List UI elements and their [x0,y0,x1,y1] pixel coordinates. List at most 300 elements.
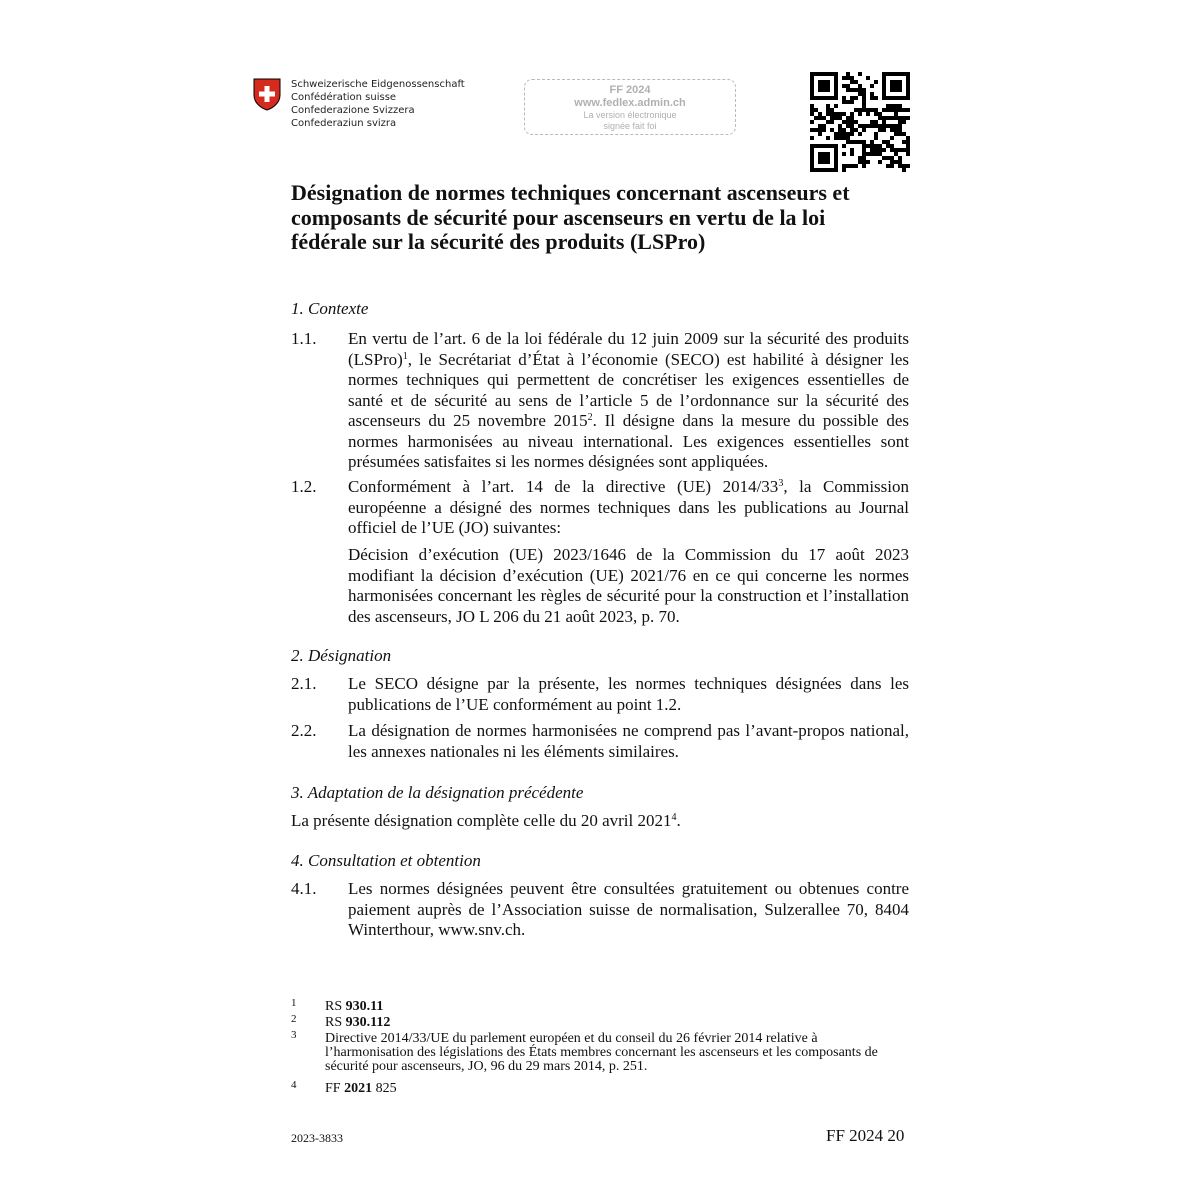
qr-module [810,112,814,116]
qr-module [866,160,870,164]
qr-module [810,144,814,148]
qr-module [882,76,886,80]
qr-module [814,108,818,112]
qr-module [810,108,814,112]
qr-module [854,88,858,92]
qr-module [846,100,850,104]
paragraph-number: 2.2. [291,721,317,740]
paragraph-text: . [676,811,681,830]
paragraph-text: . Il désigne dans la mesure du possible des normes harmonisées au niveau international. Les exigences essentielles sont présumées satisfaites si les normes désignées sont appliquées. [348,411,909,471]
qr-module [886,96,890,100]
qr-module [846,164,850,168]
qr-module [862,100,866,104]
qr-module [814,128,818,132]
qr-module [882,120,886,124]
qr-module [834,80,838,84]
qr-module [842,120,846,124]
paragraph-text: Conformément à l’art. 14 de la directive (UE) 2014/33 [348,477,779,496]
qr-module [862,124,866,128]
footnote-2 [325,1016,895,1030]
swiss-coat-of-arms-icon [253,78,281,111]
qr-module [850,120,854,124]
footnote-ref-3[interactable]: 3 [778,478,784,489]
paragraph-number: 1.2. [291,477,317,496]
qr-module [834,136,838,140]
qr-module [874,120,878,124]
qr-module [830,112,834,116]
qr-module [878,148,882,152]
qr-module [822,80,826,84]
footnote-text: RS [325,999,346,1014]
qr-module [818,84,822,88]
qr-module [890,136,894,140]
qr-module [902,164,906,168]
qr-module [890,108,894,112]
qr-module [810,120,814,124]
footnote-ref-number[interactable]: 930.11 [345,999,384,1014]
qr-module [842,100,846,104]
qr-module [870,124,874,128]
qr-module [898,132,902,136]
qr-module [810,84,814,88]
paragraph-number: 1.1. [291,329,317,348]
qr-module [858,88,862,92]
qr-module [862,164,866,168]
qr-module [898,80,902,84]
qr-module [826,160,830,164]
qr-module [842,164,846,168]
qr-module [890,88,894,92]
qr-module [834,104,838,108]
qr-module [858,72,862,76]
qr-module [834,72,838,76]
qr-module [838,128,842,132]
footnote-number: 4 [291,1079,297,1091]
qr-module [826,168,830,172]
paragraph-1-2 [348,477,909,539]
qr-module [874,152,878,156]
qr-module [814,144,818,148]
footnote-ref-number[interactable]: 930.112 [345,1015,391,1030]
qr-module [822,152,826,156]
qr-module [838,136,842,140]
qr-module [858,92,862,96]
footnote-text: Directive 2014/33/UE du parlement européen et du conseil du 26 février 2014 relative à l’harmonisation des législations des États membres concernant les ascenseurs et les composants de sécurité pour ascenseurs, JO, 96 du 29 mars 2014, p. 251. [325,1031,878,1074]
qr-module [822,116,826,120]
qr-module [898,88,902,92]
qr-module [814,168,818,172]
stamp-note-1: La version électronique [583,110,677,120]
qr-module [890,72,894,76]
paragraph-text: , la Commission européenne a désigné des normes techniques dans les publications au Journal officiel de l’UE (JO) suivantes: [348,477,909,537]
qr-module [862,140,866,144]
qr-module [846,140,850,144]
qr-module [902,108,906,112]
decision-citation: Décision d’exécution (UE) 2023/1646 de la Commission du 17 août 2023 modifiant la décision d’exécution (UE) 2021/76 en ce qui concerne les normes harmonisées concernant les règles de sécurité pour la construction et l’installation des ascenseurs, JO L 206 du 21 août 2023, p. 70. [348,545,909,626]
qr-module [890,148,894,152]
qr-module [862,104,866,108]
qr-module [874,96,878,100]
qr-module [878,112,882,116]
qr-module [842,136,846,140]
paragraph-number: 4.1. [291,879,317,898]
qr-module [882,96,886,100]
qr-code-icon [810,72,910,172]
qr-module [818,72,822,76]
qr-module [906,76,910,80]
qr-module [842,152,846,156]
qr-module [838,132,842,136]
qr-module [874,148,878,152]
qr-module [898,120,902,124]
qr-module [858,108,862,112]
qr-module [894,112,898,116]
qr-module [834,164,838,168]
qr-module [898,160,902,164]
qr-module [850,100,854,104]
qr-module [834,132,838,136]
qr-module [846,136,850,140]
qr-module [854,164,858,168]
qr-module [826,84,830,88]
qr-module [902,120,906,124]
qr-module [842,144,846,148]
qr-module [834,148,838,152]
qr-module [818,144,822,148]
confederation-name-it: Confederazione Svizzera [291,105,415,116]
qr-module [854,128,858,132]
qr-module [890,104,894,108]
qr-module [898,84,902,88]
qr-module [854,140,858,144]
qr-module [842,168,846,172]
qr-module [818,116,822,120]
qr-module [906,88,910,92]
qr-module [830,168,834,172]
qr-module [890,160,894,164]
paragraph-2-1: Le SECO désigne par la présente, les normes techniques désignées dans les publications de l’UE conformément au point 1.2. [348,674,909,714]
qr-module [882,72,886,76]
footnote-text: RS [325,1015,346,1030]
qr-module [866,108,870,112]
qr-module [890,96,894,100]
qr-module [826,96,830,100]
qr-module [822,168,826,172]
qr-module [838,116,842,120]
qr-module [826,72,830,76]
qr-module [898,148,902,152]
qr-module [818,152,822,156]
qr-module [906,152,910,156]
qr-module [810,76,814,80]
qr-module [882,84,886,88]
qr-module [862,88,866,92]
footnote-text: 825 [372,1081,397,1096]
footnote-ref-1[interactable]: 1 [402,350,408,362]
footnote-number: 1 [291,997,297,1009]
qr-module [870,108,874,112]
qr-module [906,84,910,88]
section-heading-3: 3. Adaptation de la désignation précédente [291,783,584,802]
qr-module [890,164,894,168]
qr-module [898,124,902,128]
qr-module [858,132,862,136]
qr-module [862,148,866,152]
qr-module [870,92,874,96]
qr-module [878,116,882,120]
qr-module [906,116,910,120]
qr-module [834,96,838,100]
paragraph-2-2: La désignation de normes harmonisées ne comprend pas l’avant-propos national, les annexes nationales ni les éléments similaires. [348,721,909,761]
qr-module [822,124,826,128]
qr-module [810,168,814,172]
qr-module [846,116,850,120]
qr-module [870,120,874,124]
footnote-ref-4[interactable]: 4 [671,812,677,823]
stamp-note-2: signée fait foi [603,121,657,131]
qr-module [810,104,814,108]
qr-module [850,96,854,100]
footnote-4 [325,1082,895,1096]
qr-module [906,164,910,168]
qr-module [842,84,846,88]
qr-module [842,96,846,100]
qr-module [826,88,830,92]
qr-module [878,128,882,132]
qr-module [818,96,822,100]
paragraph-text: La présente désignation complète celle du 20 avril 2021 [291,811,672,830]
qr-module [810,72,814,76]
section-heading-4: 4. Consultation et obtention [291,851,481,870]
qr-module [826,144,830,148]
qr-module [838,112,842,116]
qr-module [846,124,850,128]
qr-module [874,124,878,128]
qr-module [830,96,834,100]
qr-module [902,96,906,100]
qr-module [882,148,886,152]
qr-module [898,164,902,168]
qr-module [838,124,842,128]
qr-module [814,116,818,120]
qr-module [814,96,818,100]
qr-module [822,144,826,148]
footnote-ref-number[interactable]: 2021 [344,1081,373,1096]
paragraph-number: 2.1. [291,674,317,693]
qr-module [906,108,910,112]
qr-module [822,84,826,88]
qr-module [842,128,846,132]
qr-module [870,140,874,144]
qr-module [874,108,878,112]
qr-module [822,156,826,160]
qr-module [822,72,826,76]
qr-module [882,140,886,144]
qr-module [906,80,910,84]
qr-module [826,104,830,108]
qr-module [898,108,902,112]
qr-module [846,132,850,136]
qr-module [830,116,834,120]
qr-module [906,148,910,152]
qr-module [826,112,830,116]
qr-module [822,128,826,132]
footnote-1 [325,1000,895,1014]
qr-module [810,92,814,96]
qr-module [858,112,862,116]
footnote-3 [325,1032,895,1074]
qr-module [898,104,902,108]
qr-module [886,72,890,76]
qr-module [894,72,898,76]
qr-module [862,144,866,148]
qr-module [898,128,902,132]
qr-module [870,84,874,88]
qr-module [902,148,906,152]
qr-module [870,152,874,156]
qr-module [830,128,834,132]
qr-module [846,120,850,124]
qr-module [882,80,886,84]
qr-module [894,160,898,164]
paragraph-text: , le Secrétariat d’État à l’économie (SECO) est habilité à désigner les normes techniques qui permettent de concrétiser les exigences essentielles de santé et de sécurité au sens de l’article 5 de l’ordonnance sur la sécurité des ascenseurs du 25 novembre 2015 [348,349,909,430]
qr-module [810,136,814,140]
qr-module [906,72,910,76]
qr-module [826,136,830,140]
page-reference: FF 2024 20 [826,1126,905,1145]
qr-module [906,92,910,96]
footnote-number: 3 [291,1029,297,1041]
confederation-name-fr: Confédération suisse [291,92,397,103]
qr-module [862,92,866,96]
confederation-name-de: Schweizerische Eidgenossenschaft [291,79,465,90]
qr-module [882,124,886,128]
qr-module [830,108,834,112]
footnote-ref-2[interactable]: 2 [587,412,593,423]
qr-module [870,148,874,152]
qr-module [866,124,870,128]
qr-module [886,124,890,128]
paragraph-3 [291,811,681,831]
qr-module [894,104,898,108]
qr-module [834,76,838,80]
qr-module [834,160,838,164]
qr-module [810,128,814,132]
qr-module [850,76,854,80]
qr-module [850,124,854,128]
qr-module [826,80,830,84]
qr-module [826,156,830,160]
qr-module [858,124,862,128]
qr-module [890,144,894,148]
qr-module [886,108,890,112]
qr-module [890,128,894,132]
qr-module [810,148,814,152]
qr-module [898,72,902,76]
qr-module [874,144,878,148]
qr-module [902,168,906,172]
qr-module [850,112,854,116]
qr-module [894,116,898,120]
qr-module [826,108,830,112]
official-version-stamp [524,79,736,135]
footnote-text: FF [325,1081,345,1096]
footnote-number: 2 [291,1013,297,1025]
qr-module [818,124,822,128]
qr-module [850,116,854,120]
qr-module [830,120,834,124]
qr-module [834,112,838,116]
qr-module [854,108,858,112]
qr-module [810,156,814,160]
qr-module [866,112,870,116]
qr-module [834,152,838,156]
qr-module [834,144,838,148]
qr-module [866,144,870,148]
qr-module [906,144,910,148]
qr-module [890,80,894,84]
confederation-name-rm: Confederaziun svizra [291,118,397,129]
qr-module [894,128,898,132]
stamp-ref: FF 2024 [609,84,651,96]
qr-module [894,88,898,92]
qr-module [810,164,814,168]
qr-module [886,116,890,120]
qr-module [822,160,826,164]
qr-module [830,144,834,148]
qr-module [834,92,838,96]
qr-module [818,128,822,132]
section-heading-2: 2. Désignation [291,646,392,665]
qr-module [822,96,826,100]
qr-module [866,76,870,80]
qr-module [898,116,902,120]
qr-module [846,76,850,80]
qr-module [850,80,854,84]
qr-module [826,152,830,156]
qr-module [898,96,902,100]
qr-module [902,140,906,144]
qr-module [834,84,838,88]
qr-module [882,128,886,132]
qr-module [858,84,862,88]
qr-module [850,132,854,136]
qr-module [850,140,854,144]
qr-module [886,140,890,144]
qr-module [890,124,894,128]
qr-module [890,156,894,160]
qr-module [886,156,890,160]
stamp-url[interactable]: www.fedlex.admin.ch [574,97,686,109]
qr-module [834,156,838,160]
qr-module [850,164,854,168]
qr-module [818,132,822,136]
qr-module [846,84,850,88]
qr-module [818,112,822,116]
qr-module [846,72,850,76]
qr-module [906,136,910,140]
qr-module [874,132,878,136]
qr-module [822,88,826,92]
qr-module [834,88,838,92]
qr-module [842,76,846,80]
section-heading-1: 1. Contexte [291,299,369,318]
qr-module [810,152,814,156]
qr-module [818,156,822,160]
qr-module [894,148,898,152]
qr-module [850,152,854,156]
qr-module [894,96,898,100]
